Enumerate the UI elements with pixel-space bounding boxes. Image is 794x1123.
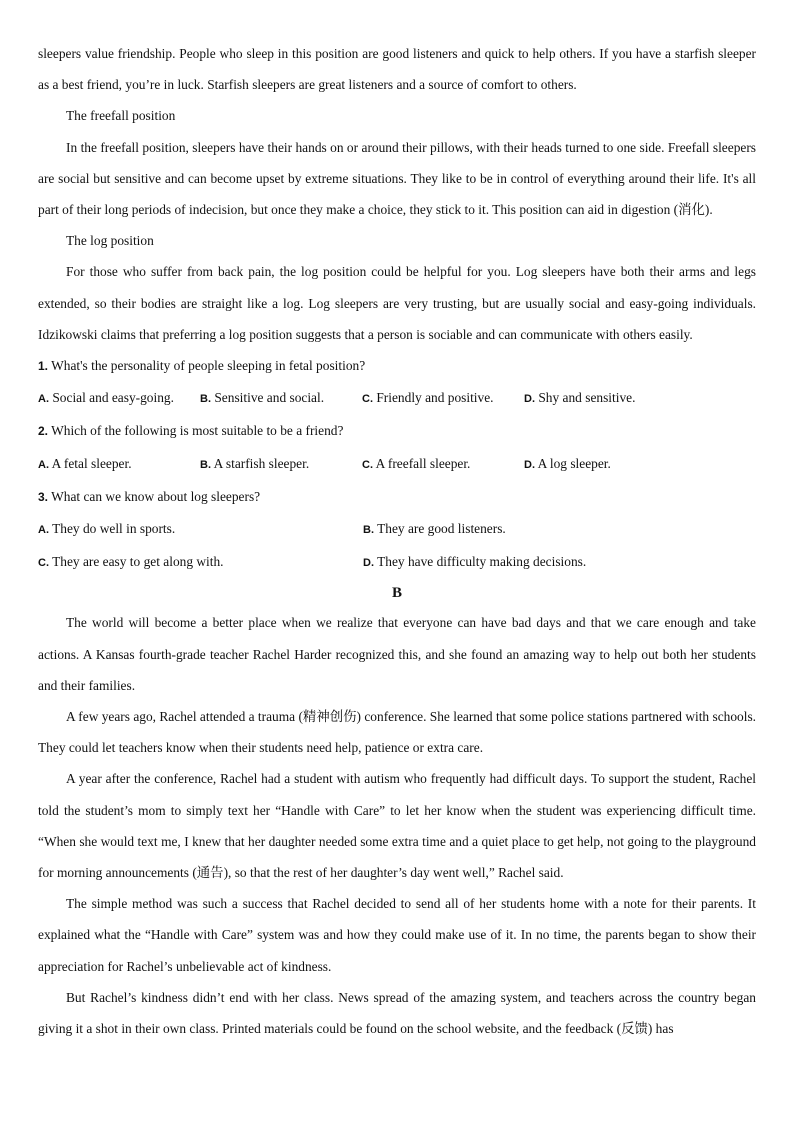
option-text: A freefall sleeper. xyxy=(375,455,471,471)
question-2 xyxy=(38,415,756,447)
log-heading: The log position xyxy=(66,233,154,249)
option-text: Friendly and positive. xyxy=(376,390,494,406)
question-3 xyxy=(38,481,756,513)
option-text: They have difficulty making decisions. xyxy=(377,554,587,570)
option-letter: A. xyxy=(38,524,49,537)
option-3a[interactable] xyxy=(38,513,363,546)
option-text: A starfish sleeper. xyxy=(213,455,310,471)
question-3-options-row-1 xyxy=(38,513,756,546)
question-1-options xyxy=(38,382,756,415)
question-2-options xyxy=(38,448,756,481)
option-text: Social and easy-going. xyxy=(52,390,174,406)
question-1 xyxy=(38,350,756,382)
passage-b-paragraph-1: The world will become a better place when we realize that everyone can have bad days and that we care enough and take actions. A Kansas fourth-grade teacher Rachel Harder recognized this, and she found an amazing way to help out both her students and their families. xyxy=(38,615,756,693)
option-text: They are easy to get along with. xyxy=(52,554,224,570)
option-letter: B. xyxy=(363,524,374,537)
option-3b[interactable] xyxy=(363,513,688,546)
option-letter: D. xyxy=(524,393,535,406)
option-2c[interactable] xyxy=(362,448,524,481)
option-text: A fetal sleeper. xyxy=(51,455,132,471)
option-text: Shy and sensitive. xyxy=(538,390,636,406)
question-1-number: 1. xyxy=(38,359,49,374)
option-letter: D. xyxy=(524,458,535,471)
option-1a[interactable] xyxy=(38,382,200,415)
passage-b-paragraph-2: A few years ago, Rachel attended a trauma (精神创伤) conference. She learned that some police stations partnered with schools. They could let teachers know when their students need help, patience or extra care. xyxy=(38,709,756,756)
question-1-text: What's the personality of people sleeping in fetal position? xyxy=(51,358,366,374)
option-letter: B. xyxy=(200,458,211,471)
option-1c[interactable] xyxy=(362,382,524,415)
option-2d[interactable] xyxy=(524,448,686,481)
option-1d[interactable] xyxy=(524,382,686,415)
option-text: They do well in sports. xyxy=(52,521,176,537)
option-text: Sensitive and social. xyxy=(214,390,325,406)
question-3-number: 3. xyxy=(38,489,49,504)
question-2-text: Which of the following is most suitable to be a friend? xyxy=(51,423,344,439)
freefall-paragraph: In the freefall position, sleepers have their hands on or around their pillows, with their heads turned to one side. Freefall sleepers are social but sensitive and can become upset by extreme situations. They like to be in control of everything around their life. It's all part of their long periods of indecision, but once they make a choice, they stick to it. This position can aid in digestion (消化). xyxy=(38,139,756,218)
passage-a-intro: sleepers value friendship. People who sleep in this position are good listeners and quick to help others. If you have a starfish sleeper as a best friend, you’re in luck. Starfish sleepers are great listeners and a source of comfort to others. xyxy=(38,46,756,93)
option-letter: C. xyxy=(38,557,49,570)
option-letter: C. xyxy=(362,393,373,406)
question-3-options-row-2 xyxy=(38,546,756,579)
log-paragraph: For those who suffer from back pain, the log position could be helpful for you. Log sleepers have both their arms and legs extended, so their bodies are straight like a log. Log sleepers are very trusting, but are usually social and easy-going individuals. Idzikowski claims that preferring a log position suggests that a person is sociable and can communicate with others easily. xyxy=(38,264,756,342)
freefall-heading: The freefall position xyxy=(66,108,176,124)
question-3-text: What can we know about log sleepers? xyxy=(51,488,261,504)
option-letter: A. xyxy=(38,458,49,471)
section-b-heading: B xyxy=(391,585,402,602)
passage-b-paragraph-5: But Rachel’s kindness didn’t end with her class. News spread of the amazing system, and teachers across the country began giving it a shot in their own class. Printed materials could be found on the school website, and the feedback (反馈) has xyxy=(38,989,756,1037)
passage-b-paragraph-3: A year after the conference, Rachel had a student with autism who frequently had difficult days. To support the student, Rachel told the student’s mom to simply text her “Handle with Care” to let her know when the student was experiencing difficult time. “When she would text me, I knew that her daughter needed some extra time and a quiet place to get help, not going to the playground for morning announcements (通告), so that the rest of her daughter’s day went well,” Rachel said. xyxy=(38,771,756,881)
option-letter: C. xyxy=(362,458,373,471)
option-2b[interactable] xyxy=(200,448,362,481)
option-2a[interactable] xyxy=(38,448,200,481)
option-text: They are good listeners. xyxy=(377,521,506,537)
option-letter: B. xyxy=(200,393,211,406)
option-3c[interactable] xyxy=(38,546,363,579)
question-2-number: 2. xyxy=(38,424,49,439)
option-1b[interactable] xyxy=(200,382,362,415)
option-text: A log sleeper. xyxy=(537,455,611,471)
passage-b-paragraph-4: The simple method was such a success that Rachel decided to send all of her students home with a note for their parents. It explained what the “Handle with Care” system was and how they could make use of it. In no time, the parents began to show their appreciation for Rachel’s unbelievable act of kindness. xyxy=(38,896,756,974)
option-letter: A. xyxy=(38,393,49,406)
option-3d[interactable] xyxy=(363,546,688,579)
document-page xyxy=(38,38,756,1044)
option-letter: D. xyxy=(363,557,374,570)
